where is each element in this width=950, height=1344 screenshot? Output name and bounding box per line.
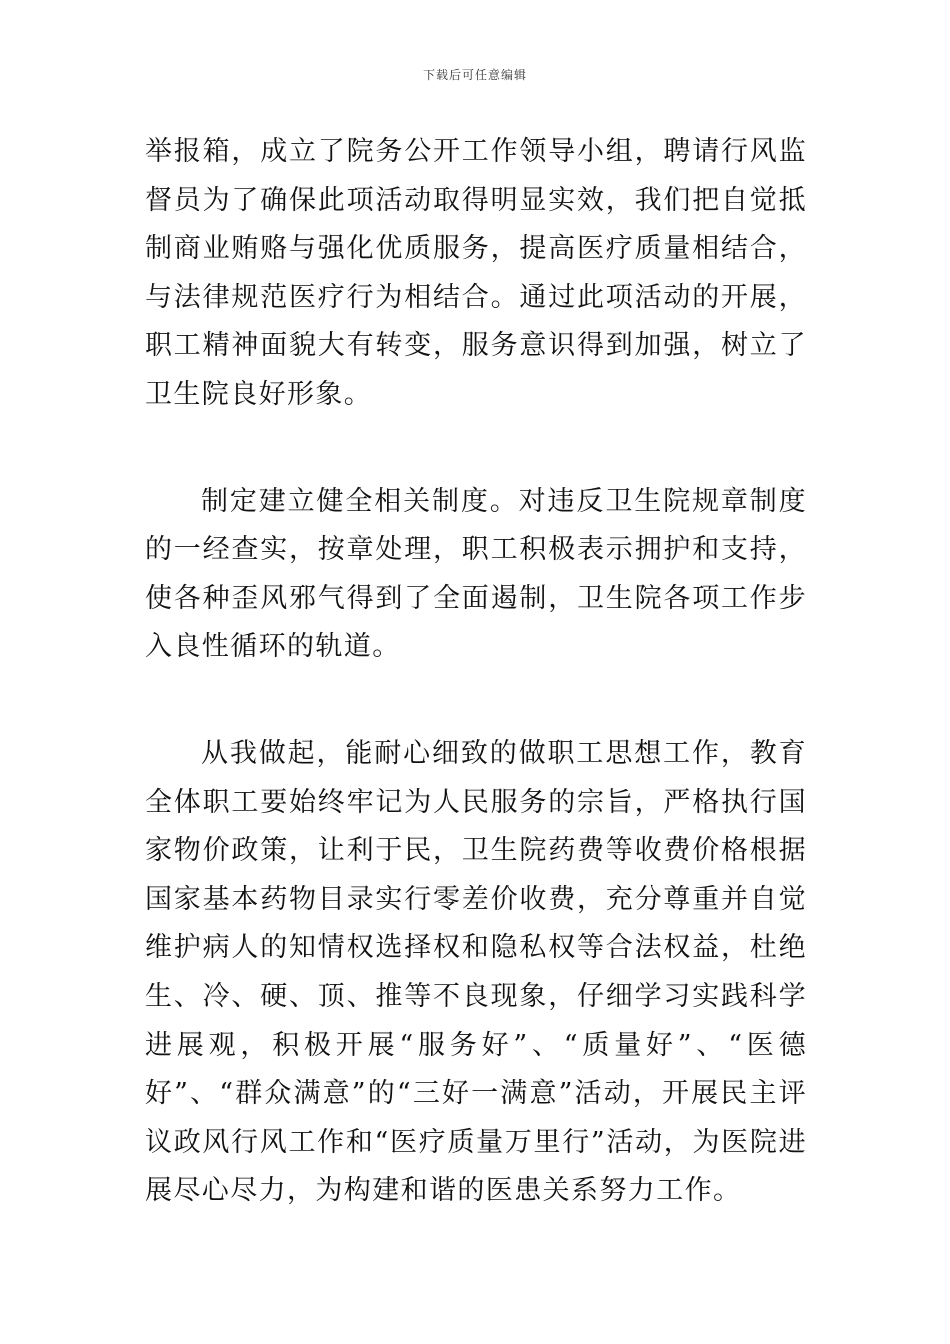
paragraph-2: 制定建立健全相关制度。对违反卫生院规章制度的一经查实，按章处理，职工积极表示拥护和支持，使各种歪风邪气得到了全面遏制，卫生院各项工作步入良性循环的轨道。 <box>145 485 807 663</box>
page-header-note: 下载后可任意编辑 <box>422 68 527 82</box>
paragraph-1: 举报箱，成立了院务公开工作领导小组，聘请行风监督员为了确保此项活动取得明显实效，我们把自觉抵制商业贿赂与强化优质服务，提高医疗质量相结合，与法律规范医疗行为相结合。通过此项活动的开展，职工精神面貌大有转变，服务意识得到加强，树立了卫生院良好形象。 <box>145 136 807 410</box>
document-body <box>145 128 807 1216</box>
paragraph-3: 从我做起，能耐心细致的做职工思想工作，教育全体职工要始终牢记为人民服务的宗旨，严格执行国家物价政策，让利于民，卫生院药费等收费价格根据国家基本药物目录实行零差价收费，充分尊重并自觉维护病人的知情权选择权和隐私权等合法权益，杜绝生、冷、硬、顶、推等不良现象，仔细学习实践科学进展观，积极开展“服务好”、“质量好”、“医德好”、“群众满意”的“三好一满意”活动，开展民主评议政风行风工作和“医疗质量万里行”活动，为医院进展尽心尽力，为构建和谐的医患关系努力工作。 <box>145 737 807 1207</box>
